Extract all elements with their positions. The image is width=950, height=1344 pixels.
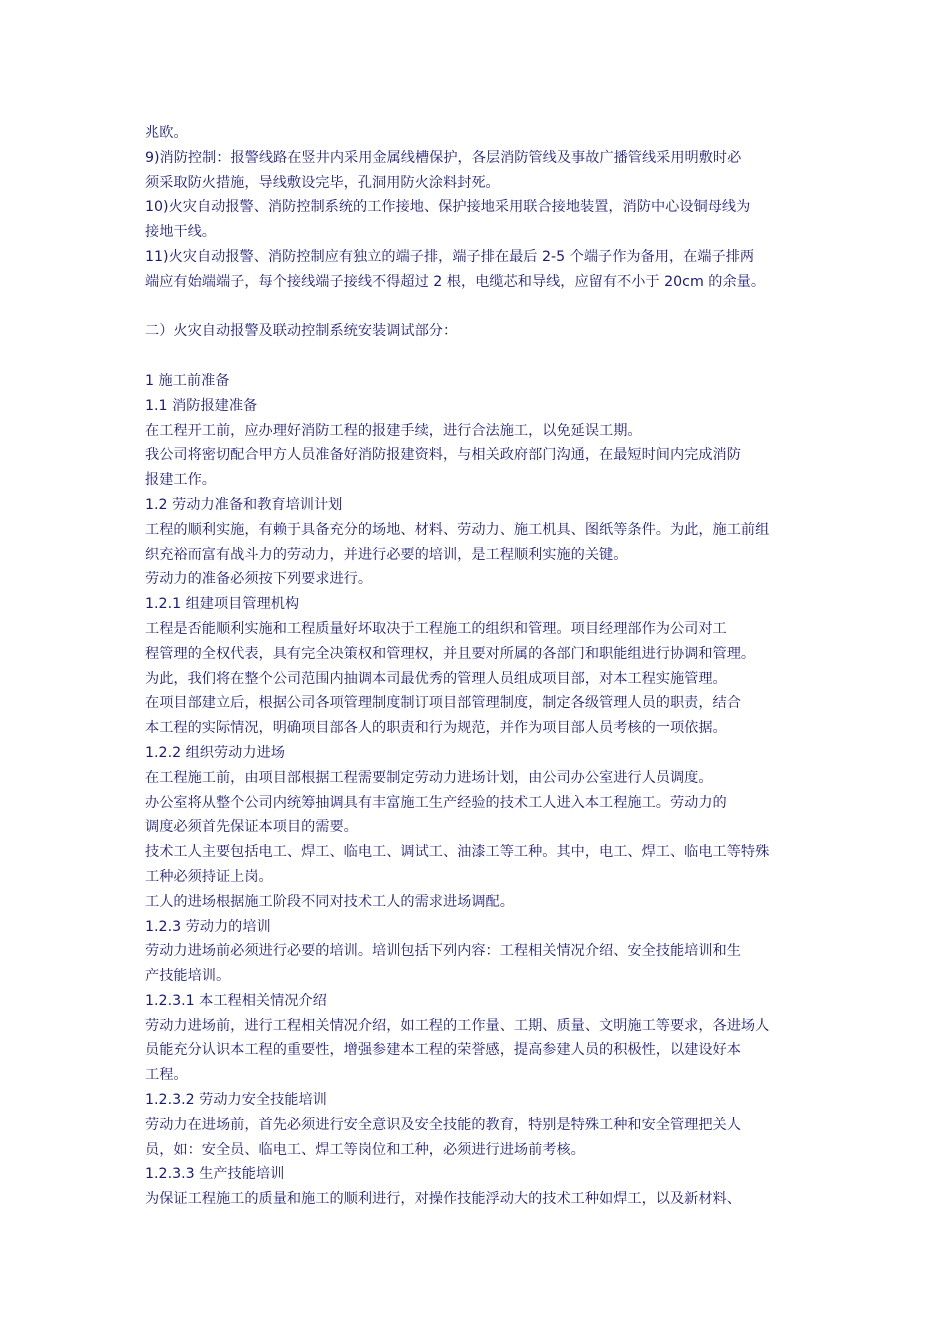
- paragraph-line: 劳动力在进场前，首先必须进行安全意识及安全技能的教育，特别是特殊工种和安全管理把关人: [145, 1116, 741, 1133]
- section-heading: 1.2.3.1 本工程相关情况介绍: [145, 992, 327, 1009]
- paragraph-line: 劳动力进场前，进行工程相关情况介绍，如工程的工作量、工期、质量、文明施工等要求，各进场人: [145, 1017, 770, 1034]
- paragraph-line: 工人的进场根据施工阶段不同对技术工人的需求进场调配。: [145, 893, 514, 910]
- document-page: [145, 121, 820, 1212]
- paragraph-line: 工程的顺利实施，有赖于具备充分的场地、材料、劳动力、施工机具、图纸等条件。为此，施工前组: [145, 521, 770, 538]
- blank-line: [145, 295, 820, 320]
- paragraph-line: 员，如：安全员、临电工、焊工等岗位和工种，必须进行进场前考核。: [145, 1141, 585, 1158]
- paragraph-line: 在工程施工前，由项目部根据工程需要制定劳动力进场计划，由公司办公室进行人员调度。: [145, 769, 713, 786]
- paragraph-line: 工种必须持证上岗。: [145, 868, 273, 885]
- paragraph-line: 程管理的全权代表，具有完全决策权和管理权，并且要对所属的各部门和职能组进行协调和管理。: [145, 645, 756, 662]
- paragraph-line: 为保证工程施工的质量和施工的顺利进行，对操作技能浮动大的技术工种如焊工，以及新材料、: [145, 1191, 741, 1208]
- section-heading: 二）火灾自动报警及联动控制系统安装调试部分：: [145, 323, 458, 340]
- paragraph-line: 接地干线。: [145, 224, 216, 241]
- section-heading: 1 施工前准备: [145, 372, 230, 389]
- section-heading: 1.2.2 组织劳动力进场: [145, 744, 285, 761]
- section-heading: 1.2 劳动力准备和教育培训计划: [145, 496, 343, 513]
- paragraph-line: 兆欧。: [145, 125, 188, 141]
- paragraph-line: 须采取防火措施，导线敷设完毕，孔洞用防火涂料封死。: [145, 174, 500, 191]
- paragraph-line: 端应有始端端子，每个接线端子接线不得超过 2 根，电缆芯和导线，应留有不小于 20cm 的余量。: [145, 273, 766, 290]
- blank-line: [145, 344, 820, 369]
- section-heading: 1.2.3.3 生产技能培训: [145, 1166, 285, 1183]
- paragraph-line: 报建工作。: [145, 472, 216, 489]
- section-heading: 1.2.1 组建项目管理机构: [145, 596, 300, 613]
- paragraph-line: 工程。: [145, 1067, 188, 1084]
- paragraph-line: 办公室将从整个公司内统筹抽调具有丰富施工生产经验的技术工人进入本工程施工。劳动力的: [145, 794, 727, 811]
- paragraph-line: 为此，我们将在整个公司范围内抽调本司最优秀的管理人员组成项目部，对本工程实施管理。: [145, 670, 727, 687]
- paragraph-line: 11)火灾自动报警、消防控制应有独立的端子排，端子排在最后 2-5 个端子作为备用，在端子排两: [145, 248, 755, 265]
- paragraph-line: 劳动力的准备必须按下列要求进行。: [145, 571, 373, 588]
- section-heading: 1.1 消防报建准备: [145, 397, 258, 414]
- paragraph-line: 本工程的实际情况，明确项目部各人的职责和行为规范，并作为项目部人员考核的一项依据。: [145, 720, 727, 737]
- paragraph-line: 9)消防控制：报警线路在竖井内采用金属线槽保护，各层消防管线及事故广播管线采用明敷时必: [145, 149, 742, 166]
- paragraph-line: 10)火灾自动报警、消防控制系统的工作接地、保护接地采用联合接地装置，消防中心设铜母线为: [145, 199, 751, 216]
- paragraph-line: 织充裕而富有战斗力的劳动力，并进行必要的培训，是工程顺利实施的关键。: [145, 546, 628, 563]
- paragraph-line: 我公司将密切配合甲方人员准备好消防报建资料，与相关政府部门沟通，在最短时间内完成消防: [145, 447, 741, 464]
- paragraph-line: 工程是否能顺利实施和工程质量好坏取决于工程施工的组织和管理。项目经理部作为公司对工: [145, 620, 727, 637]
- paragraph-line: 在项目部建立后，根据公司各项管理制度制订项目部管理制度，制定各级管理人员的职责，结合: [145, 695, 741, 712]
- section-heading: 1.2.3.2 劳动力安全技能培训: [145, 1092, 327, 1109]
- paragraph-line: 劳动力进场前必须进行必要的培训。培训包括下列内容：工程相关情况介绍、安全技能培训和生: [145, 943, 741, 960]
- paragraph-line: 员能充分认识本工程的重要性，增强参建本工程的荣誉感，提高参建人员的积极性，以建设好本: [145, 1042, 741, 1059]
- paragraph-line: 产技能培训。: [145, 968, 231, 985]
- paragraph-line: 在工程开工前，应办理好消防工程的报建手续，进行合法施工，以免延误工期。: [145, 422, 642, 439]
- paragraph-line: 调度必须首先保证本项目的需要。: [145, 819, 358, 836]
- paragraph-line: 技术工人主要包括电工、焊工、临电工、调试工、油漆工等工种。其中，电工、焊工、临电工等特殊: [145, 844, 770, 861]
- section-heading: 1.2.3 劳动力的培训: [145, 918, 271, 935]
